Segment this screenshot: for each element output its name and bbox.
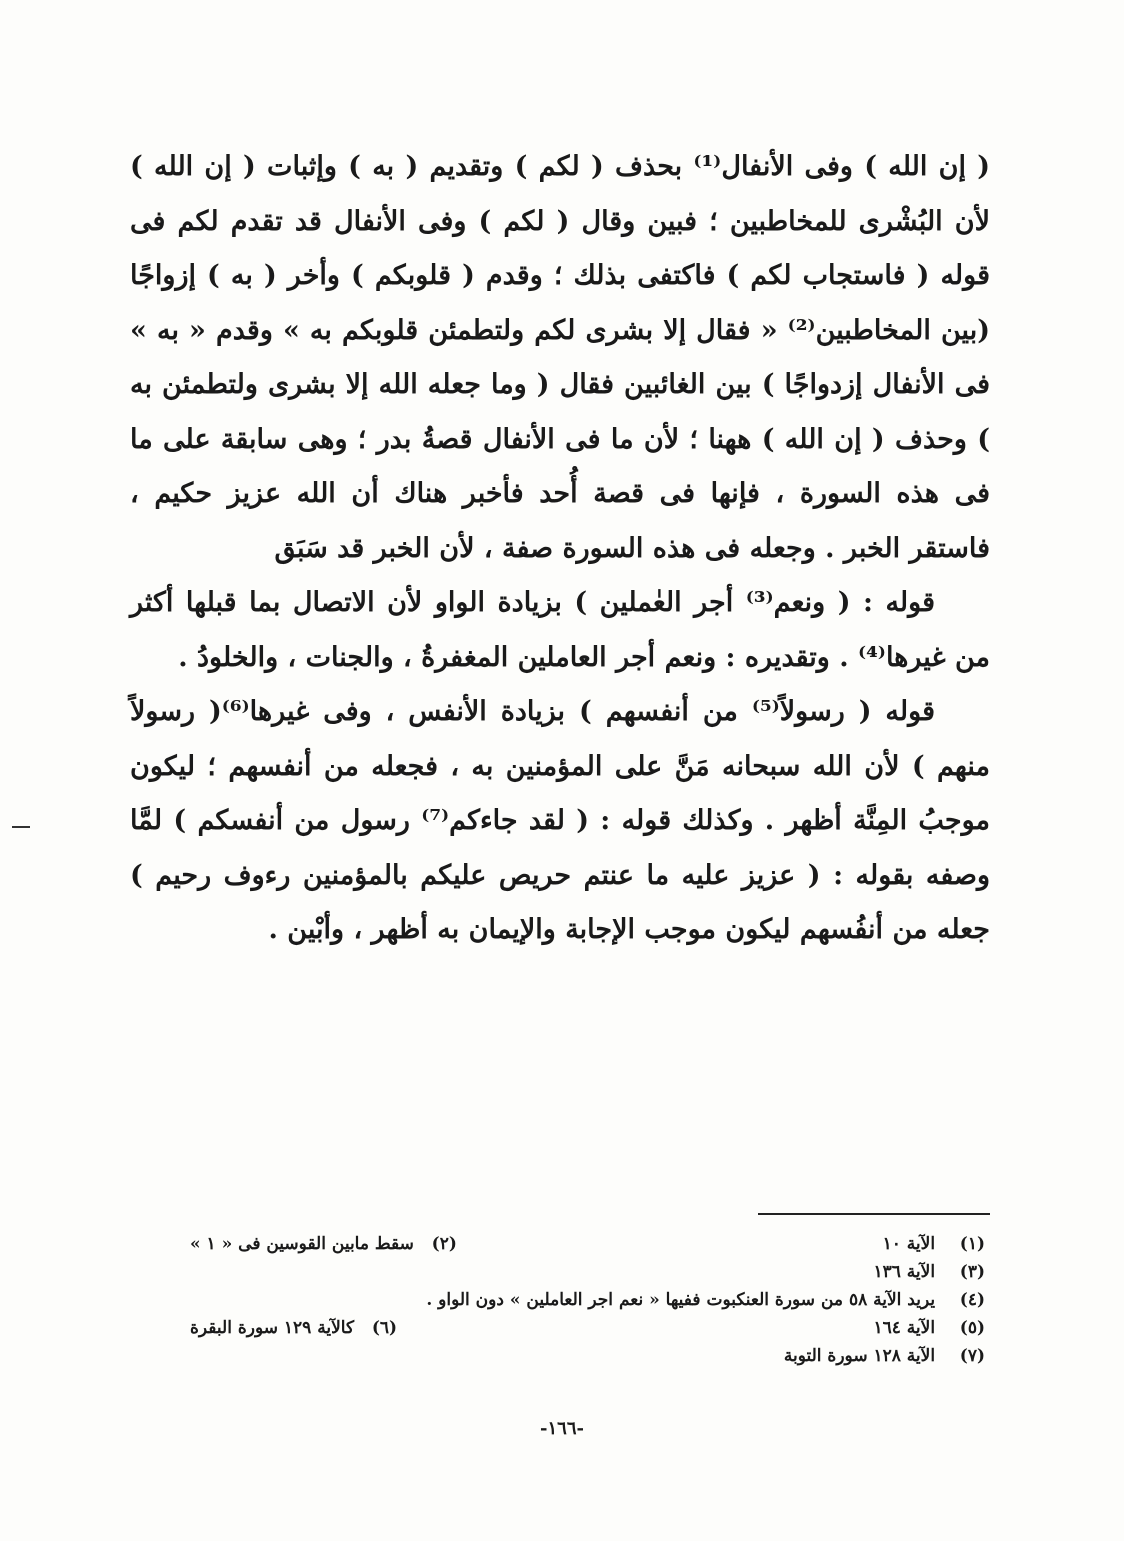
footnote-number: (٧) [959, 1346, 985, 1366]
footnote-number: (١) [959, 1234, 985, 1254]
footnote-text: الآية ١٣٦ [873, 1262, 936, 1282]
paragraph-3: قوله ( رسولاً⁽⁵⁾ من أنفسهم ) بزيادة الأنفس ، وفى غيرها⁽⁶⁾( رسولاً منهم ) لأن الله سبحانه مَنَّ على المؤمنين به ، فجعله من أنفسهم ؛ ليكون موجبُ المِنَّة أظهر . وكذلك قوله : ( لقد جاءكم⁽⁷⁾ رسول من أنفسكم ) لمَّا وصفه بقوله : ( عزيز عليه ما عنتم حريص عليكم بالمؤمنين رءوف رحيم ) جعله من أنفُسهم ليكون موجب الإجابة والإيمان به أظهر ، وأبْين . [130, 696, 990, 945]
footnote-text: الآية ١٦٤ [873, 1318, 936, 1338]
footnote-number: (٤) [959, 1290, 985, 1310]
footnote-row [150, 1258, 985, 1286]
footnote-side-text: (٦) كالآية ١٢٩ سورة البقرة [190, 1318, 398, 1338]
footnote-text: الآية ١٠ [882, 1234, 936, 1254]
footnote-number: (٥) [959, 1318, 985, 1338]
footnote-row [150, 1286, 985, 1314]
footnotes [150, 1230, 985, 1370]
footnote-text: الآية ١٢٨ سورة التوبة [783, 1346, 936, 1366]
paragraph-2: قوله : ( ونعم⁽³⁾ أجر العٰملين ) بزيادة الواو لأن الاتصال بما قبلها أكثر من غيرها⁽⁴⁾ . وتقديره : ونعم أجر العاملين المغفرةُ ، والجنات ، والخلودُ . [130, 587, 990, 673]
footnote-row [150, 1230, 985, 1258]
page-number: -١٦٦- [540, 1418, 584, 1439]
footnote-separator [758, 1213, 990, 1215]
footnote-number: (٣) [959, 1262, 985, 1282]
paragraph-1: ( إن الله ) وفى الأنفال⁽¹⁾ بحذف ( لكم ) وتقديم ( به ) وإثبات ( إن الله ) لأن البُشْرى للمخاطبين ؛ فبين وقال ( لكم ) وفى الأنفال قد تقدم لكم فى قوله ( فاستجاب لكم ) فاكتفى بذلك ؛ وقدم ( قلوبكم ) وأخر ( به ) إزواجًا (بين المخاطبين⁽²⁾ « فقال إلا بشرى لكم ولتطمئن قلوبكم به » وقدم « به » فى الأنفال إزدواجًا ) بين الغائبين فقال ( وما جعله الله إلا بشرى ولتطمئن به ) وحذف ( إن الله ) ههنا ؛ لأن ما فى الأنفال قصةُ بدر ؛ وهى سابقة على ما فى هذه السورة ، فإنها فى قصة أُحد فأخبر هناك أن الله عزيز حكيم ، فاستقر الخبر . وجعله فى هذه السورة صفة ، لأن الخبر قد سَبَق [130, 151, 991, 564]
main-text [130, 140, 990, 958]
footnote-text: يريد الآية ٥٨ من سورة العنكبوت ففيها « نعم اجر العاملين » دون الواو . [426, 1290, 936, 1310]
footnote-row [150, 1342, 985, 1370]
footnote-side-text: (٢) سقط مابين القوسين فى « ١ » [190, 1234, 457, 1254]
margin-mark [12, 826, 30, 828]
footnote-row [150, 1314, 985, 1342]
